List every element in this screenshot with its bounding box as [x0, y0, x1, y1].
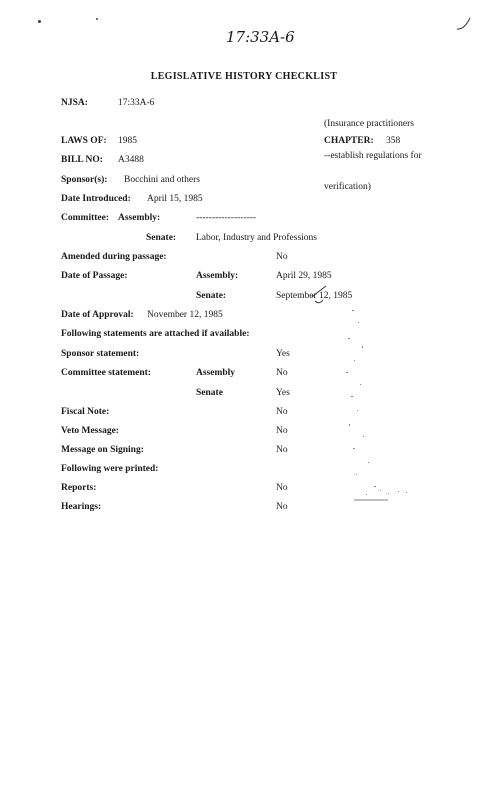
reports-value: No [276, 483, 288, 493]
njsa-label: NJSA: [61, 98, 88, 108]
fiscal-note-value: No [276, 407, 288, 417]
committee-statement-assembly-value: No [276, 368, 288, 378]
date-introduced-value: April 15, 1985 [147, 194, 203, 204]
handwritten-statute-number: 17:33A-6 [226, 28, 295, 46]
fiscal-note-label: Fiscal Note: [61, 407, 110, 417]
chapter-label: CHAPTER: [324, 136, 374, 146]
scan-speck [38, 20, 41, 23]
reports-label: Reports: [61, 483, 97, 493]
date-of-passage-label: Date of Passage: [61, 271, 128, 281]
subject-note [324, 98, 422, 203]
scan-noise [318, 300, 414, 510]
committee-senate-value: Labor, Industry and Professions [196, 233, 317, 243]
document-title: LEGISLATIVE HISTORY CHECKLIST [150, 71, 338, 82]
chapter-value: 358 [386, 136, 401, 146]
scan-speck [96, 18, 98, 20]
date-of-approval-label: Date of Approval: [61, 310, 134, 320]
hearings-label: Hearings: [61, 502, 102, 512]
committee-label: Committee: [61, 213, 110, 223]
pen-mark [456, 16, 472, 32]
laws-of-label: LAWS OF: [61, 136, 107, 146]
date-introduced-label: Date Introduced: [61, 194, 131, 204]
passage-senate-label: Senate: [196, 291, 227, 301]
committee-statement-senate-label: Senate [196, 388, 223, 398]
statements-heading: Following statements are attached if available: [61, 329, 250, 339]
veto-message-value: No [276, 426, 288, 436]
message-on-signing-value: No [276, 445, 288, 455]
message-on-signing-label: Message on Signing: [61, 445, 144, 455]
committee-statement-assembly-label: Assembly [196, 368, 236, 378]
veto-message-label: Veto Message: [61, 426, 119, 436]
printed-heading: Following were printed: [61, 464, 159, 474]
committee-statement-senate-value: Yes [276, 388, 290, 398]
passage-assembly-label: Assembly: [196, 271, 239, 281]
passage-senate-value: September 12, 1985 [276, 291, 353, 301]
passage-assembly-value: April 29, 1985 [276, 271, 332, 281]
njsa-value: 17:33A-6 [118, 98, 155, 108]
sponsors-label: Sponsor(s): [61, 175, 108, 185]
hearings-value: No [276, 502, 288, 512]
bill-no-label: BILL NO: [61, 155, 103, 165]
committee-statement-label: Committee statement: [61, 368, 151, 378]
laws-of-value: 1985 [118, 136, 137, 146]
committee-assembly-label: Assembly: [118, 213, 161, 223]
subject-note-line: verification) [324, 182, 371, 192]
committee-senate-label: Senate: [146, 233, 177, 243]
committee-assembly-value: ------------------- [196, 213, 257, 223]
date-of-approval-value: November 12, 1985 [147, 310, 223, 320]
amended-label: Amended during passage: [61, 252, 167, 262]
sponsors-value: Bocchini and others [124, 175, 200, 185]
sponsor-statement-label: Sponsor statement: [61, 349, 140, 359]
amended-value: No [276, 252, 288, 262]
bill-no-value: A3488 [118, 155, 144, 165]
subject-note-line: (Insurance practitioners [324, 119, 414, 129]
sponsor-statement-value: Yes [276, 349, 290, 359]
subject-note-line: --establish regulations for [324, 150, 422, 161]
